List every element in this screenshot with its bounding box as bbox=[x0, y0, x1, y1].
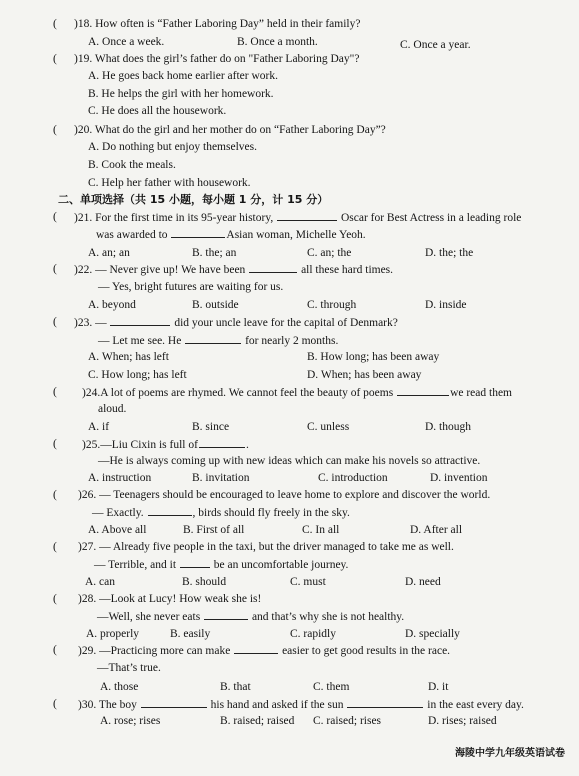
q30-stem: ( )30. The boy his hand and asked if the sun in the east every day. bbox=[53, 698, 524, 711]
q23-line2: — Let me see. He for nearly 2 months. bbox=[0, 332, 579, 349]
option-c: C. Once a year. bbox=[400, 39, 471, 51]
q20-option-b: B. Cook the meals. bbox=[88, 159, 176, 171]
q29-stem: ( )29. —Practicing more can make easier to get good results in the race. bbox=[53, 644, 451, 657]
q28-line2: —Well, she never eats and that’s why she is not healthy. bbox=[0, 608, 579, 625]
q24-line2: aloud. bbox=[98, 403, 127, 415]
q25-line2: —He is always coming up with new ideas which can make his novels so attractive. bbox=[98, 455, 481, 467]
q23-options-row2: C. How long; has left D. When; has been away bbox=[88, 369, 422, 381]
section-heading: 二、单项选择（共 15 小题，每小题 1 分，计 15 分） bbox=[58, 193, 329, 206]
q23-options-row1: A. When; has left B. How long; has been away bbox=[88, 351, 440, 363]
q28-stem: ( )28. —Look at Lucy! How weak she is! bbox=[53, 593, 262, 605]
q22-line2: — Yes, bright futures are waiting for us. bbox=[98, 281, 284, 293]
q21-options: A. an; an B. the; an C. an; the D. the; the bbox=[88, 247, 474, 259]
q27-stem: ( )27. — Already five people in the taxi, but the driver managed to take me as well. bbox=[53, 541, 454, 553]
q21-line2: was awarded to Asian woman, Michelle Yeoh. bbox=[0, 226, 579, 243]
q30-options: A. rose; rises B. raised; raised C. raised; rises D. rises; raised bbox=[100, 715, 497, 727]
q24-stem: ( )24.A lot of poems are rhymed. We cannot feel the beauty of poems we read them bbox=[53, 386, 513, 399]
q25-options: A. instruction B. invitation C. introduction D. invention bbox=[88, 472, 488, 484]
q26-line2: — Exactly. , birds should fly freely in the sky. bbox=[0, 504, 579, 521]
q27-options: A. can B. should C. must D. need bbox=[85, 576, 441, 588]
q20-option-c: C. Help her father with housework. bbox=[88, 177, 251, 189]
q29-options: A. those B. that C. them D. it bbox=[100, 681, 449, 693]
option-b: B. Once a month. bbox=[237, 36, 318, 48]
q22-stem: ( )22. — Never give up! We have been all these hard times. bbox=[53, 263, 394, 276]
q25-stem: ( )25.—Liu Cixin is full of . bbox=[53, 438, 249, 451]
q26-stem: ( )26. — Teenagers should be encouraged to leave home to explore and discover the world. bbox=[53, 489, 491, 501]
q19-option-b: B. He helps the girl with her homework. bbox=[88, 88, 274, 100]
q26-options: A. Above all B. First of all C. In all D. After all bbox=[88, 524, 463, 536]
option-a: A. Once a week. bbox=[88, 36, 165, 48]
q20-option-a: A. Do nothing but enjoy themselves. bbox=[88, 141, 257, 153]
q21-stem: ( )21. For the first time in its 95-year history, Oscar for Best Actress in a leading role bbox=[53, 211, 522, 224]
question-text: )18. How often is “Father Laboring Day” held in their family? bbox=[74, 18, 361, 30]
q18-stem bbox=[0, 16, 579, 33]
q19-option-c: C. He does all the housework. bbox=[88, 105, 227, 117]
q19-stem: ( )19. What does the girl’s father do on "Father Laboring Day"? bbox=[53, 53, 360, 65]
exam-footer: 海陵中学九年级英语试卷 bbox=[455, 748, 565, 759]
q19-option-a: A. He goes back home earlier after work. bbox=[88, 70, 278, 82]
q18-options bbox=[0, 34, 579, 51]
q23-stem: ( )23. — did your uncle leave for the capital of Denmark? bbox=[53, 316, 398, 329]
q20-stem: ( )20. What do the girl and her mother do on “Father Laboring Day”? bbox=[53, 124, 386, 136]
answer-paren: ( bbox=[53, 18, 57, 30]
q29-line2: —That’s true. bbox=[97, 662, 161, 674]
q27-line2: — Terrible, and it be an uncomfortable journey. bbox=[0, 556, 579, 573]
q24-options: A. if B. since C. unless D. though bbox=[88, 421, 471, 433]
q28-options: A. properly B. easily C. rapidly D. specially bbox=[86, 628, 460, 640]
q22-options: A. beyond B. outside C. through D. inside bbox=[88, 299, 467, 311]
